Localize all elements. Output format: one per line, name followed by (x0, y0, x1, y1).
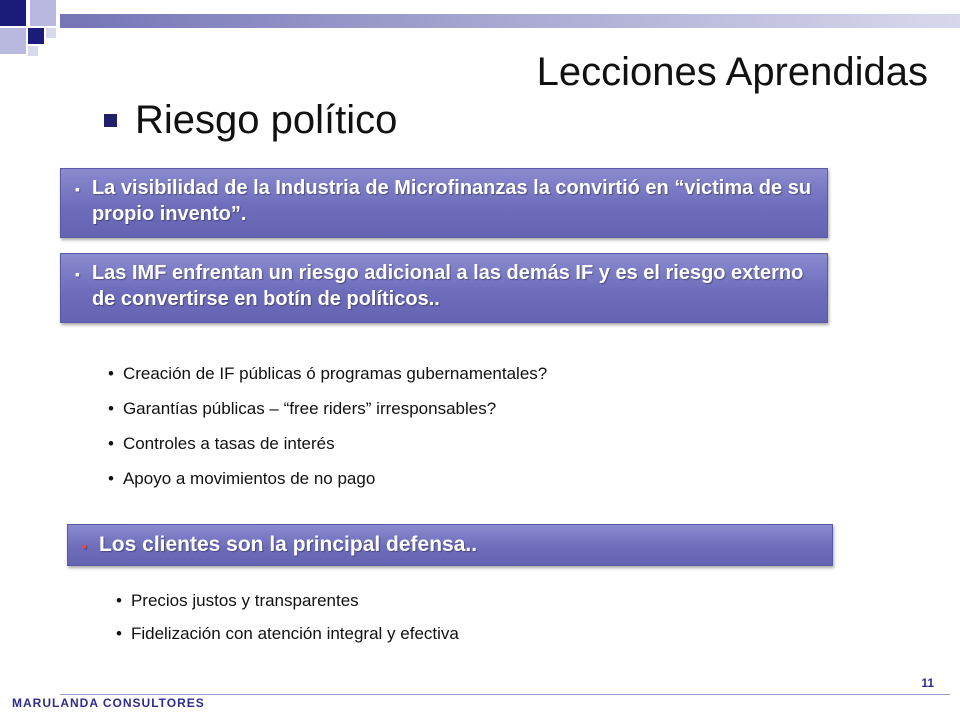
footer-divider (60, 694, 950, 695)
list-item-text: Creación de IF públicas ó programas gubernamentales? (122, 363, 548, 383)
list-item (108, 461, 547, 496)
page-number: 11 (921, 676, 934, 690)
decor-square (0, 28, 26, 54)
bullet-icon: • (116, 590, 122, 610)
list-item-text: Controles a tasas de interés (122, 433, 335, 453)
decor-square (28, 46, 38, 56)
header-gradient-bar (60, 14, 960, 28)
highlight-box-visibility (60, 168, 828, 238)
footer-company: MARULANDA CONSULTORES (12, 696, 205, 710)
highlight-box-text: La visibilidad de la Industria de Microfinanzas la convirtió en “victima de su propio invento”. (91, 177, 812, 225)
decor-square (46, 28, 56, 38)
bullet-icon: • (116, 623, 122, 643)
highlight-box-text: Las IMF enfrentan un riesgo adicional a las demás IF y es el riesgo externo de convertirse en botín de políticos.. (91, 262, 804, 310)
decor-square (30, 0, 56, 26)
highlight-box-defense (67, 524, 833, 566)
list-item (108, 391, 547, 426)
square-marker-icon: ▪ (75, 266, 80, 282)
list-item (116, 617, 459, 650)
risk-list (108, 356, 547, 496)
list-item-text: Fidelización con atención integral y efectiva (130, 623, 459, 643)
list-item-text: Apoyo a movimientos de no pago (122, 468, 376, 488)
square-bullet-icon (104, 114, 117, 127)
decor-square (28, 28, 44, 44)
bullet-icon: • (108, 363, 114, 383)
slide-subtitle: Riesgo político (135, 98, 398, 142)
list-item-text: Garantías públicas – “free riders” irresponsables? (122, 398, 497, 418)
decor-square (0, 0, 26, 26)
list-item (108, 356, 547, 391)
bullet-icon: • (108, 398, 114, 418)
list-item (108, 426, 547, 461)
slide-title: Lecciones Aprendidas (536, 50, 928, 94)
bullet-icon: • (108, 468, 114, 488)
bullet-icon: • (108, 433, 114, 453)
subtitle-row (104, 98, 397, 143)
square-marker-icon: ▪ (75, 181, 80, 197)
defense-list (116, 584, 459, 650)
list-item-text: Precios justos y transparentes (130, 590, 359, 610)
highlight-box-risk (60, 253, 828, 323)
highlight-box-text: Los clientes son la principal defensa.. (98, 533, 478, 556)
list-item (116, 584, 459, 617)
square-marker-icon: ▪ (82, 538, 87, 554)
